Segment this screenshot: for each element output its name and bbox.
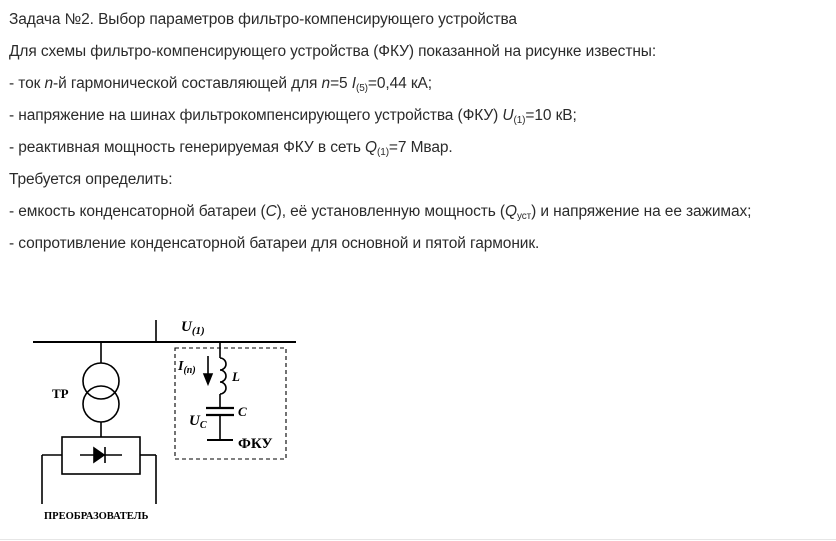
converter-label: ПРЕОБРАЗОВАТЕЛЬ bbox=[44, 511, 149, 522]
given-current-subscript: (5) bbox=[355, 83, 368, 94]
inductor-label: L bbox=[232, 369, 240, 384]
current-arrow-head bbox=[204, 374, 212, 384]
required-item-1-b: ), её установленную мощность ( bbox=[276, 203, 505, 220]
given-voltage-symbol: U bbox=[502, 107, 514, 124]
given-voltage-prefix: - напряжение на шинах фильтрокомпенсирующего устройства (ФКУ) bbox=[9, 107, 503, 124]
given-current-value: =0,44 кА; bbox=[367, 75, 432, 92]
fku-label: ФКУ bbox=[238, 436, 273, 452]
given-power-subscript: (1) bbox=[377, 147, 389, 158]
inductor-coil bbox=[220, 358, 226, 394]
given-current-n2: n bbox=[321, 75, 331, 92]
cap-voltage-label: $U_C$ bbox=[189, 413, 207, 431]
given-voltage bbox=[9, 106, 577, 126]
given-current-eq: =5 bbox=[330, 75, 352, 92]
given-current-symbol: I bbox=[351, 75, 356, 92]
transformer-winding-2 bbox=[83, 386, 119, 422]
intro-text: Для схемы фильтро-компенсирующего устройства (ФКУ) показанной на рисунке известны: bbox=[9, 43, 657, 60]
required-heading: Требуется определить: bbox=[9, 171, 173, 188]
required-item-1-a: - емкость конденсаторной батареи ( bbox=[9, 203, 266, 220]
current-label-sub: (n) bbox=[183, 365, 196, 376]
circuit-diagram bbox=[0, 300, 836, 541]
given-current-mid: -й гармонической составляющей для bbox=[53, 75, 322, 92]
given-voltage-value: =10 кВ; bbox=[525, 107, 577, 124]
bottom-rule bbox=[0, 539, 836, 540]
diode-triangle bbox=[94, 448, 104, 462]
required-item-2: - сопротивление конденсаторной батареи для основной и пятой гармоник. bbox=[9, 235, 540, 252]
given-current-prefix: - ток bbox=[9, 75, 45, 92]
cap-voltage-sub: C bbox=[199, 420, 207, 431]
given-power-value: =7 Мвар. bbox=[388, 139, 453, 156]
given-power-prefix: - реактивная мощность генерируемая ФКУ в сеть bbox=[9, 139, 366, 156]
given-power bbox=[9, 138, 453, 158]
given-power-symbol: Q bbox=[365, 139, 377, 156]
given-current-n: n bbox=[44, 75, 54, 92]
bus-label: $U_{(1)}$ bbox=[181, 319, 205, 337]
current-label: $I_{(n)}$ bbox=[178, 359, 196, 376]
required-item-1-q: Q bbox=[505, 203, 517, 220]
task-title: Задача №2. Выбор параметров фильтро-компенсирующего устройства bbox=[9, 11, 517, 28]
given-current bbox=[9, 74, 432, 94]
required-item-1-d: ) и напряжение на ее зажимах; bbox=[531, 203, 752, 220]
transformer-winding-1 bbox=[83, 363, 119, 399]
bus-label-sub: (1) bbox=[191, 325, 205, 337]
required-item-1 bbox=[9, 202, 751, 222]
given-voltage-subscript: (1) bbox=[513, 115, 526, 126]
required-item-1-c: C bbox=[265, 203, 277, 220]
transformer-label: ТР bbox=[52, 386, 69, 401]
capacitor-label: C bbox=[238, 404, 247, 419]
required-item-1-qsub: уст bbox=[516, 211, 532, 222]
